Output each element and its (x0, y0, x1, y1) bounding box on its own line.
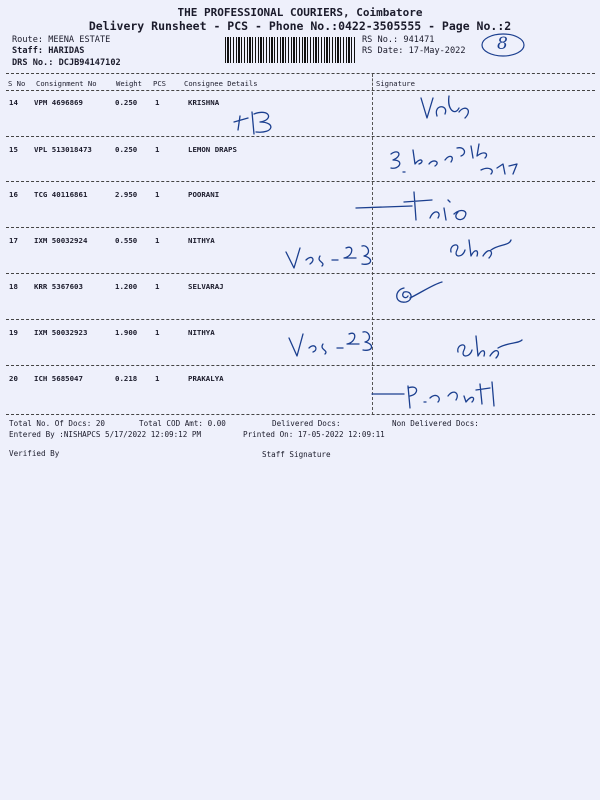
total-cod: Total COD Amt: 0.00 (139, 419, 226, 428)
runsheet-title: Delivery Runsheet - PCS - Phone No.:0422-3505555 - Page No.:2 (88, 19, 512, 33)
signature (415, 90, 475, 122)
row-pcs: 1 (155, 145, 160, 154)
row-sno: 15 (9, 145, 18, 154)
row-weight: 2.950 (115, 190, 138, 199)
row-pcs: 1 (155, 98, 160, 107)
barcode (225, 37, 355, 63)
row-consignee: KRISHNA (188, 98, 220, 107)
col-pcs: PCS (153, 79, 166, 88)
handwritten-mark (230, 104, 290, 138)
row-pcs: 1 (155, 190, 160, 199)
row-consignment: IXM 50032923 (34, 328, 88, 337)
verified-by: Verified By (9, 449, 60, 458)
row-divider (6, 227, 595, 228)
table-row (0, 190, 600, 202)
staff-signature: Staff Signature (262, 450, 331, 459)
divider (6, 90, 595, 91)
row-weight: 0.250 (115, 98, 138, 107)
row-weight: 1.900 (115, 328, 138, 337)
row-consignment: VPM 4696869 (34, 98, 83, 107)
col-signature: Signature (376, 79, 415, 88)
table-row (0, 282, 600, 294)
staff-label: Staff: (12, 46, 44, 56)
row-weight: 0.550 (115, 236, 138, 245)
row-weight: 0.218 (115, 374, 138, 383)
row-consignment: IXM 50032924 (34, 236, 88, 245)
route-value: MEENA ESTATE (48, 35, 111, 45)
total-docs: Total No. Of Docs: 20 (9, 419, 106, 428)
row-divider (6, 319, 595, 320)
signature (452, 326, 527, 362)
row-consignee: LEMON DRAPS (188, 145, 237, 154)
handwritten-mark (282, 238, 377, 272)
rs-no-label: RS No.: (362, 35, 399, 45)
row-consignee: PRAKALYA (188, 374, 224, 383)
col-sno: S No (8, 79, 26, 88)
delivered-docs: Delivered Docs: (272, 419, 341, 428)
table-row (0, 98, 600, 110)
row-pcs: 1 (155, 374, 160, 383)
row-divider (6, 181, 595, 182)
rs-no-field (362, 35, 434, 45)
staff-value: HARIDAS (48, 46, 85, 56)
table-row (0, 374, 600, 386)
row-sno: 16 (9, 190, 18, 199)
signature (390, 278, 450, 310)
col-weight: Weight (116, 79, 142, 88)
row-consignment: KRR 5367603 (34, 282, 83, 291)
row-pcs: 1 (155, 236, 160, 245)
signature (385, 140, 530, 180)
entered-by: Entered By :NISHAPCS 5/17/2022 12:09:12 PM (9, 430, 202, 439)
row-consignment: TCG 40116861 (34, 190, 88, 199)
drs-label: DRS No.: (12, 58, 54, 68)
row-weight: 0.250 (115, 145, 138, 154)
page-mark: 8 (497, 34, 508, 54)
non-delivered-docs: Non Delivered Docs: (392, 419, 479, 428)
row-sno: 20 (9, 374, 18, 383)
rs-date-label: RS Date: (362, 46, 404, 56)
row-sno: 18 (9, 282, 18, 291)
signature (445, 232, 515, 262)
row-weight: 1.200 (115, 282, 138, 291)
rs-date-value: 17-May-2022 (408, 46, 466, 56)
row-consignee: NITHYA (188, 236, 215, 245)
row-pcs: 1 (155, 282, 160, 291)
row-sno: 19 (9, 328, 18, 337)
row-consignee: SELVARAJ (188, 282, 224, 291)
staff-field (12, 46, 84, 56)
page-mark-circle (480, 32, 526, 58)
row-divider (6, 365, 595, 366)
col-consignee: Consignee Details (184, 79, 258, 88)
drs-field (12, 58, 121, 68)
row-sno: 14 (9, 98, 18, 107)
row-consignee: NITHYA (188, 328, 215, 337)
col-consignment: Consignment No (36, 79, 97, 88)
row-sno: 17 (9, 236, 18, 245)
route-field (12, 35, 110, 45)
rs-date-field (362, 46, 466, 56)
column-divider (372, 74, 373, 90)
company-title: THE PROFESSIONAL COURIERS, Coimbatore (177, 6, 423, 19)
row-consignee: POORANI (188, 190, 220, 199)
row-pcs: 1 (155, 328, 160, 337)
divider (6, 73, 595, 74)
row-divider (6, 273, 595, 274)
row-consignment: ICH 5685047 (34, 374, 83, 383)
handwritten-mark (285, 322, 375, 362)
row-divider (6, 136, 595, 137)
row-consignment: VPL 513018473 (34, 145, 92, 154)
row-divider (6, 414, 595, 415)
drs-value: DCJB94147102 (58, 58, 121, 68)
signature (368, 376, 508, 412)
printed-on: Printed On: 17-05-2022 12:09:11 (243, 430, 385, 439)
route-label: Route: (12, 35, 44, 45)
signature (352, 190, 492, 226)
rs-no-value: 941471 (403, 35, 435, 45)
